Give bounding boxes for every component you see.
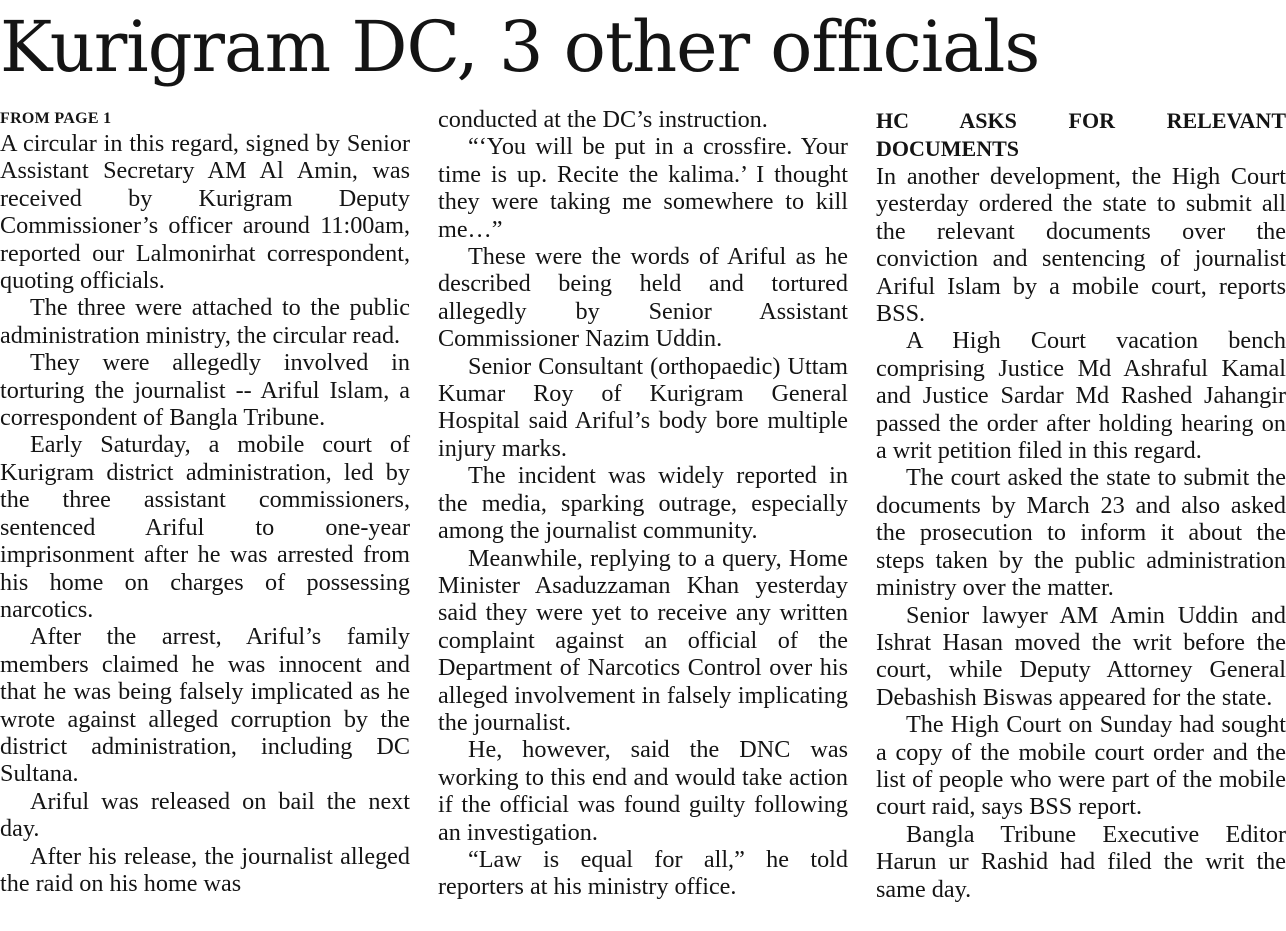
paragraph: Senior Consultant (orthopaedic) Uttam Kumar Roy of Kurigram General Hospital said Ariful’s body bore multiple injury marks. [438, 352, 848, 462]
article-column-2 [438, 106, 848, 901]
paragraph: Bangla Tribune Executive Editor Harun ur Rashid had filed the writ the same day. [876, 820, 1286, 903]
kicker: FROM PAGE 1 [0, 110, 112, 127]
headline: Kurigram DC, 3 other officials [0, 6, 1040, 88]
paragraph: Meanwhile, replying to a query, Home Minister Asaduzzaman Khan yesterday said they were yet to receive any written complaint against an official of the Department of Narcotics Control over his alleged involvement in falsely implicating the journalist. [438, 544, 848, 736]
paragraph: A High Court vacation bench comprising Justice Md Ashraful Kamal and Justice Sardar Md Rashed Jahangir passed the order after holding hearing on a writ petition filed in this regard. [876, 327, 1286, 465]
paragraph: The High Court on Sunday had sought a copy of the mobile court order and the list of people who were part of the mobile court raid, says BSS report. [876, 711, 1286, 821]
paragraph: These were the words of Ariful as he described being held and tortured allegedly by Senior Assistant Commissioner Nazim Uddin. [438, 243, 848, 353]
article-column-1 [0, 106, 410, 897]
paragraph: After his release, the journalist alleged the raid on his home was [0, 842, 410, 897]
paragraph: He, however, said the DNC was working to this end and would take action if the official was found guilty following an investigation. [438, 736, 848, 846]
paragraph: A circular in this regard, signed by Senior Assistant Secretary AM Al Amin, was received by Kurigram Deputy Commissioner’s officer around 11:00am, reported our Lalmonirhat correspondent, quoting officials. [0, 130, 410, 295]
paragraph: Senior lawyer AM Amin Uddin and Ishrat Hasan moved the writ before the court, while Deputy Attorney General Debashish Biswas appeared for the state. [876, 601, 1286, 711]
paragraph: The court asked the state to submit the documents by March 23 and also asked the prosecution to inform it about the steps taken by the public administration ministry over the matter. [876, 464, 1286, 602]
paragraph: “‘You will be put in a crossfire. Your time is up. Recite the kalima.’ I thought they were taking me somewhere to kill me…” [438, 133, 848, 243]
paragraph: Ariful was released on bail the next day. [0, 787, 410, 843]
paragraph: conducted at the DC’s instruction. [438, 106, 768, 133]
paragraph: They were allegedly involved in torturing the journalist -- Ariful Islam, a correspondent of Bangla Tribune. [0, 349, 410, 432]
paragraph: The incident was widely reported in the media, sparking outrage, especially among the journalist community. [438, 462, 848, 545]
paragraph: After the arrest, Ariful’s family members claimed he was innocent and that he was being falsely implicated as he wrote against alleged corruption by the district administration, including DC Sultana. [0, 623, 410, 788]
paragraph: Early Saturday, a mobile court of Kurigram district administration, led by the three assistant commissioners, sentenced Ariful to one-year imprisonment after he was arrested from his home on charges of possessing narcotics. [0, 431, 410, 623]
article-column-3 [876, 106, 1286, 903]
paragraph: The three were attached to the public administration ministry, the circular read. [0, 294, 410, 349]
paragraph: “Law is equal for all,” he told reporters at his ministry office. [438, 845, 848, 901]
paragraph: In another development, the High Court yesterday ordered the state to submit all the relevant documents over the conviction and sentencing of journalist Ariful Islam by a mobile court, reports BSS. [876, 163, 1286, 328]
subhead: HC ASKS FOR RELEVANT DOCUMENTS [876, 108, 1286, 161]
